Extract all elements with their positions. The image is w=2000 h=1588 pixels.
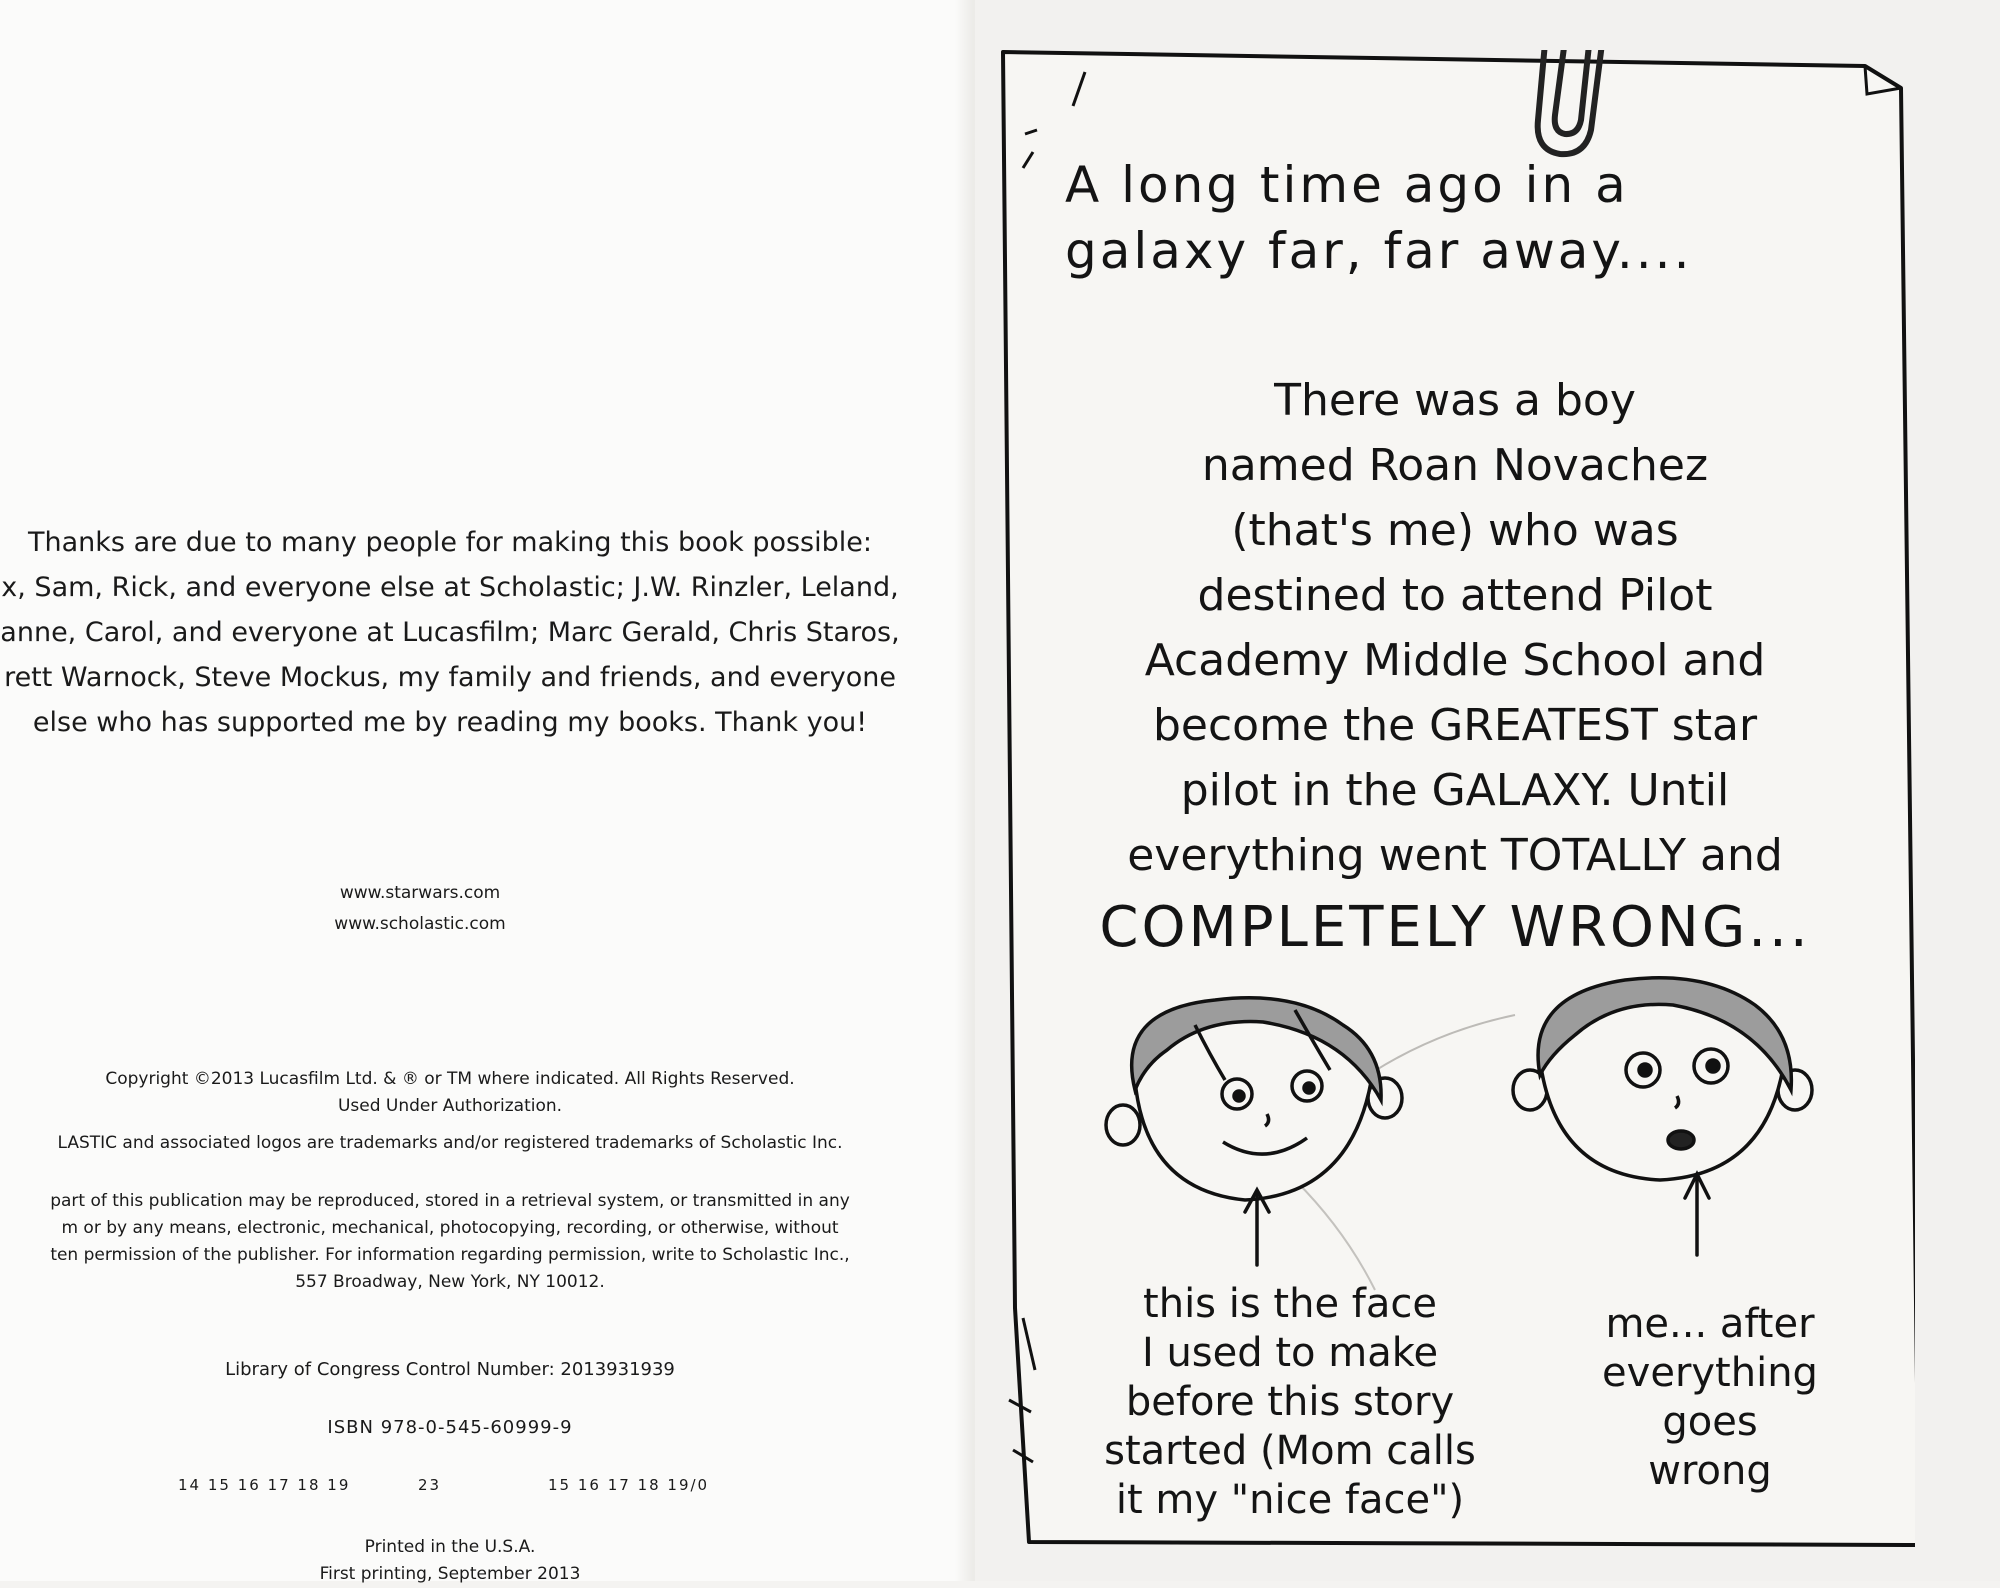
copyright-line: Used Under Authorization. <box>337 1096 563 1116</box>
caption-line: it my "nice face") <box>1115 1477 1465 1523</box>
isbn-line: ISBN 978-0-545-60999-9 <box>327 1417 573 1438</box>
rights-line: part of this publication may be reproduced, stored in a retrieval system, or transmitted in any <box>50 1191 850 1211</box>
story-line: (that's me) who was <box>1231 505 1679 556</box>
story-line: everything went TOTALLY and <box>1127 830 1783 881</box>
pupil <box>1234 1091 1244 1101</box>
caption-line: wrong <box>1648 1448 1772 1494</box>
printed-line: First printing, September 2013 <box>319 1564 581 1584</box>
caption-line: me... after <box>1605 1301 1815 1347</box>
story-line: become the GREATEST star <box>1152 700 1758 751</box>
copyright-line: Copyright ©2013 Lucasfilm Ltd. & ® or TM where indicated. All Rights Reserved. <box>105 1069 795 1089</box>
rights-line: ten permission of the publisher. For information regarding permission, write to Scholastic Inc., <box>50 1245 850 1265</box>
story-line: Academy Middle School and <box>1144 635 1766 686</box>
pupil <box>1639 1064 1651 1076</box>
website-links <box>290 878 550 940</box>
caption-line: this is the face <box>1143 1281 1437 1327</box>
paper-sheet-illustration <box>995 50 1915 1560</box>
acknowledgement-line: rett Warnock, Steve Mockus, my family and friends, and everyone <box>4 662 896 693</box>
scholastic-url[interactable]: www.scholastic.com <box>334 914 506 934</box>
rights-line: m or by any means, electronic, mechanical, photocopying, recording, or otherwise, without <box>61 1218 839 1238</box>
trademark-notice: LASTIC and associated logos are trademarks and/or registered trademarks of Scholastic Inc. <box>57 1133 843 1153</box>
pupil <box>1707 1060 1719 1072</box>
caption-line: started (Mom calls <box>1104 1428 1476 1474</box>
pupil <box>1304 1083 1314 1093</box>
opening-line: galaxy far, far away.... <box>1065 222 1693 280</box>
starwars-url[interactable]: www.starwars.com <box>339 883 501 903</box>
story-line: named Roan Novachez <box>1201 440 1709 491</box>
print-numbers-center: 23 <box>418 1476 442 1494</box>
ear-left <box>1106 1105 1140 1145</box>
acknowledgement-line: x, Sam, Rick, and everyone else at Scholastic; J.W. Rinzler, Leland, <box>1 572 899 603</box>
printed-line: Printed in the U.S.A. <box>364 1537 536 1557</box>
story-line: destined to attend Pilot <box>1197 570 1713 621</box>
story-line: There was a boy <box>1274 375 1636 426</box>
rights-notice <box>0 1188 900 1296</box>
nice-face-caption <box>1055 1280 1525 1525</box>
lccn-line: Library of Congress Control Number: 2013931939 <box>225 1359 675 1380</box>
story-line: pilot in the GALAXY. Until <box>1180 765 1730 816</box>
acknowledgement-line: Thanks are due to many people for making this book possible: <box>28 527 872 558</box>
printing-info <box>0 1534 900 1588</box>
print-numbers-left: 14 15 16 17 18 19 <box>178 1476 351 1494</box>
acknowledgement-line: anne, Carol, and everyone at Lucasfilm; Marc Gerald, Chris Staros, <box>0 617 900 648</box>
opening-crawl <box>1065 152 1692 284</box>
caption-line: everything <box>1602 1350 1818 1396</box>
acknowledgements <box>0 520 900 745</box>
copyright-notice <box>0 1066 900 1120</box>
acknowledgement-line: else who has supported me by reading my books. Thank you! <box>32 707 868 738</box>
story-intro <box>1025 368 1885 968</box>
rights-line: 557 Broadway, New York, NY 10012. <box>295 1272 605 1292</box>
caption-line: goes <box>1662 1399 1758 1445</box>
copyright-page <box>0 0 960 1584</box>
caption-line: I used to make <box>1141 1330 1439 1376</box>
print-numbers-right: 15 16 17 18 19/0 <box>548 1476 710 1494</box>
after-face-caption <box>1555 1300 1865 1496</box>
opening-line: A long time ago in a <box>1065 156 1629 214</box>
open-mouth <box>1668 1131 1694 1149</box>
story-final-line: COMPLETELY WRONG... <box>1099 895 1811 960</box>
caption-line: before this story <box>1125 1379 1455 1425</box>
